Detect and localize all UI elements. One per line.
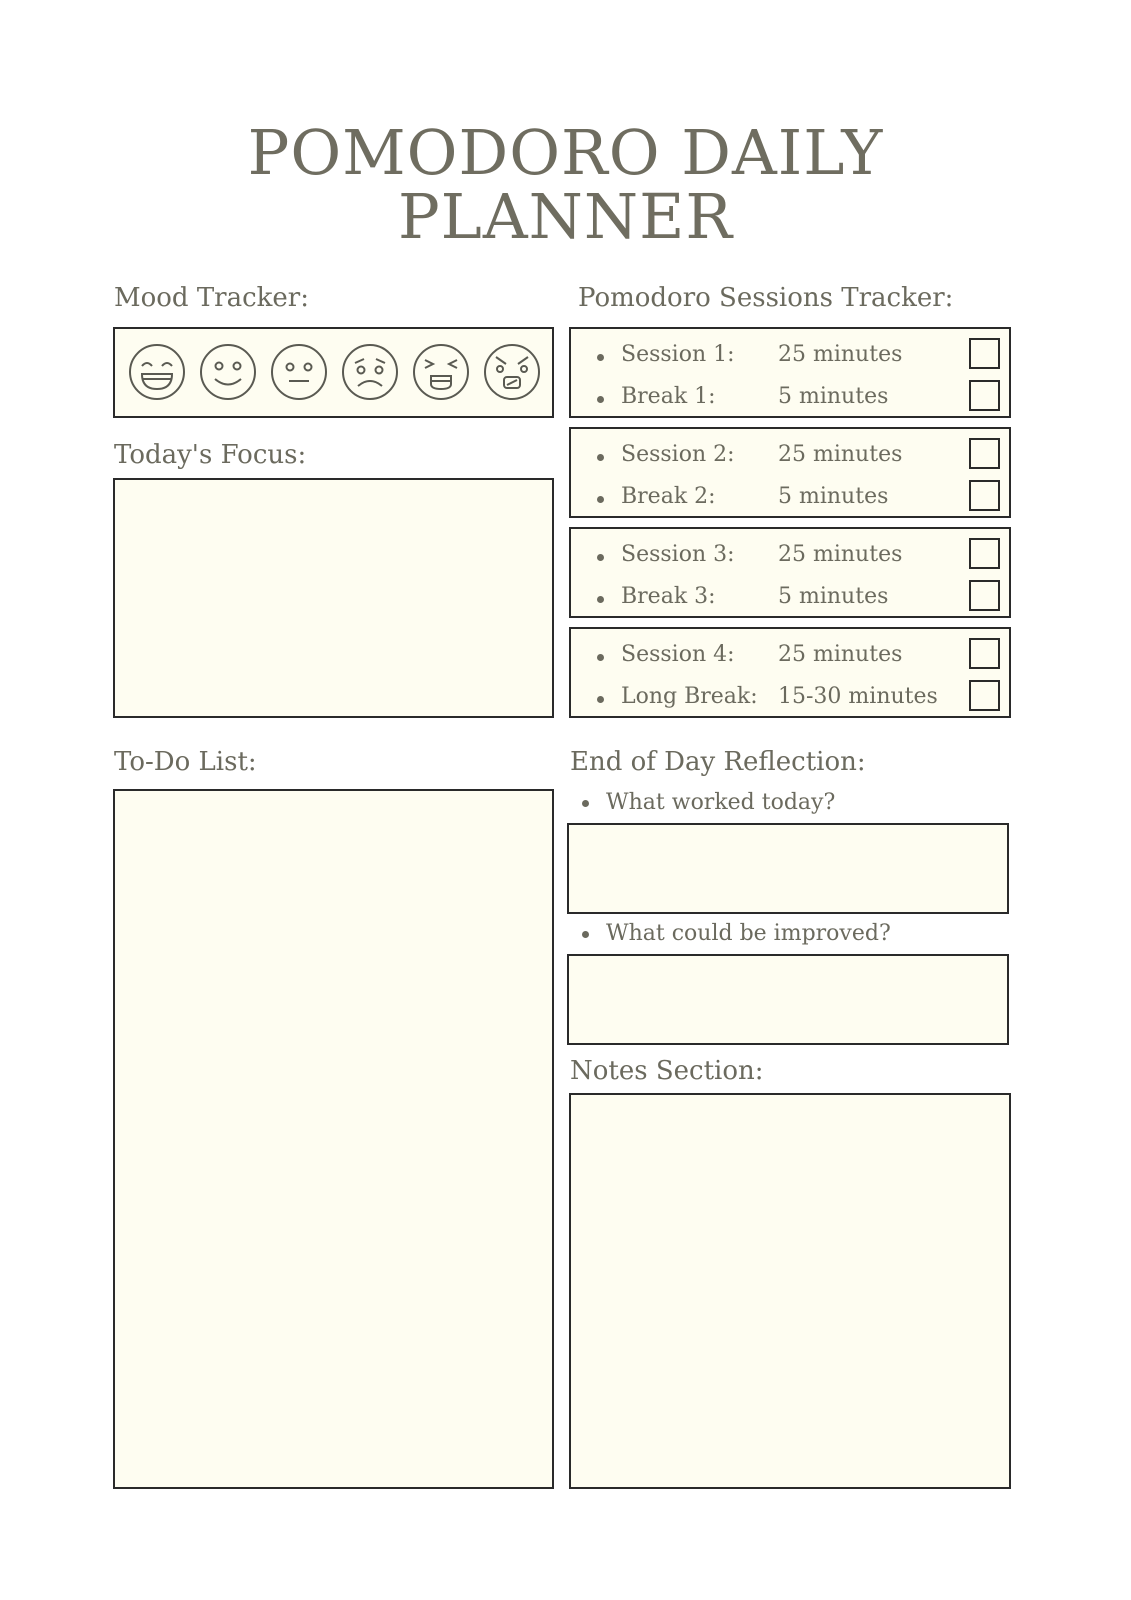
reflection-answer-2-box[interactable] — [567, 954, 1009, 1045]
todo-list-label: To-Do List: — [114, 747, 257, 777]
break-duration: 5 minutes — [778, 584, 889, 609]
mood-tracker-label: Mood Tracker: — [114, 283, 309, 313]
break-checkbox[interactable] — [969, 480, 1000, 511]
session-name: Session 1: — [621, 342, 735, 367]
session-duration: 25 minutes — [778, 342, 903, 367]
break-duration: 5 minutes — [778, 484, 889, 509]
mood-tracker-box — [113, 327, 554, 418]
break-duration: 5 minutes — [778, 384, 889, 409]
session-checkbox[interactable] — [969, 438, 1000, 469]
session-group-3 — [569, 527, 1011, 618]
session-group-1 — [569, 327, 1011, 418]
session-group-2 — [569, 427, 1011, 518]
long-break-duration: 15-30 minutes — [778, 684, 938, 709]
smiling-face-icon[interactable] — [199, 343, 257, 401]
bullet — [597, 554, 604, 561]
bullet — [597, 496, 604, 503]
session-name: Session 3: — [621, 542, 735, 567]
todays-focus-box[interactable] — [113, 478, 554, 718]
bullet — [597, 596, 604, 603]
bullet — [597, 654, 604, 661]
neutral-face-icon[interactable] — [270, 343, 328, 401]
crying-face-icon[interactable] — [412, 343, 470, 401]
session-name: Session 4: — [621, 642, 735, 667]
session-duration: 25 minutes — [778, 542, 903, 567]
break-name: Break 3: — [621, 584, 716, 609]
bullet — [597, 696, 604, 703]
break-checkbox[interactable] — [969, 580, 1000, 611]
reflection-label: End of Day Reflection: — [570, 747, 866, 777]
angry-face-icon[interactable] — [483, 343, 541, 401]
bullet — [582, 931, 589, 938]
session-duration: 25 minutes — [778, 642, 903, 667]
sessions-tracker-label: Pomodoro Sessions Tracker: — [578, 283, 954, 313]
bullet — [597, 454, 604, 461]
todo-list-box[interactable] — [113, 789, 554, 1489]
laughing-face-icon[interactable] — [128, 343, 186, 401]
session-checkbox[interactable] — [969, 638, 1000, 669]
bullet — [597, 354, 604, 361]
worried-face-icon[interactable] — [341, 343, 399, 401]
break-checkbox[interactable] — [969, 380, 1000, 411]
notes-box[interactable] — [569, 1093, 1011, 1489]
session-name: Session 2: — [621, 442, 735, 467]
page-title-line-1: POMODORO DAILY — [247, 116, 884, 189]
long-break-checkbox[interactable] — [969, 680, 1000, 711]
notes-label: Notes Section: — [570, 1056, 764, 1086]
reflection-question-1: What worked today? — [606, 790, 836, 815]
session-checkbox[interactable] — [969, 338, 1000, 369]
session-group-4 — [569, 627, 1011, 718]
session-checkbox[interactable] — [969, 538, 1000, 569]
break-name: Break 2: — [621, 484, 716, 509]
session-duration: 25 minutes — [778, 442, 903, 467]
bullet — [597, 396, 604, 403]
break-name: Break 1: — [621, 384, 716, 409]
long-break-name: Long Break: — [621, 684, 758, 709]
todays-focus-label: Today's Focus: — [114, 440, 307, 470]
page-title-line-2: PLANNER — [397, 180, 734, 253]
reflection-answer-1-box[interactable] — [567, 823, 1009, 914]
reflection-question-2: What could be improved? — [606, 921, 891, 946]
bullet — [582, 800, 589, 807]
